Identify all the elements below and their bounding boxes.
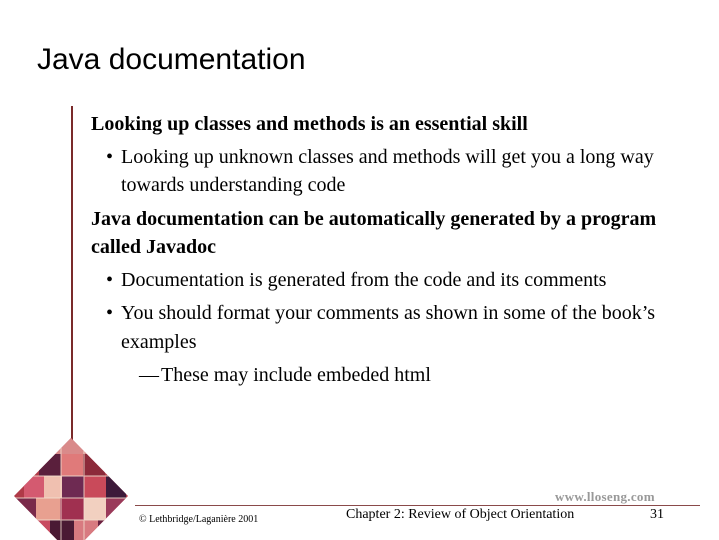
footer-copyright: © Lethbridge/Laganière 2001 (139, 514, 259, 525)
slide-content (91, 110, 691, 390)
bullet-level2 (91, 266, 691, 295)
bullet-level2 (91, 299, 691, 356)
bullet-dot: • (106, 268, 114, 291)
bullet-text: Looking up unknown classes and methods will get you a long way towards understanding code (121, 145, 654, 196)
footer-url: www.lloseng.com (555, 489, 655, 504)
vertical-accent-line (71, 106, 73, 478)
bullet-text: Documentation is generated from the code and its comments (121, 268, 607, 291)
bullet-level2 (91, 143, 691, 200)
slide-title: Java documentation (37, 43, 306, 76)
bullet-text: These may include embeded html (161, 364, 431, 386)
bullet-level1: Looking up classes and methods is an essential skill (91, 113, 528, 135)
bullet-dash: — (139, 364, 159, 386)
page-number: 31 (650, 507, 664, 522)
bullet-level3 (91, 361, 691, 390)
bullet-text: You should format your comments as shown in some of the book’s examples (121, 302, 656, 353)
bullet-dot: • (106, 145, 114, 168)
footer-divider (135, 505, 700, 506)
quilt-logo-graphic (14, 436, 134, 540)
bullet-dot: • (106, 302, 114, 324)
bullet-level1: Java documentation can be automatically generated by a program called Javadoc (91, 207, 657, 258)
footer-chapter: Chapter 2: Review of Object Orientation (346, 507, 575, 522)
